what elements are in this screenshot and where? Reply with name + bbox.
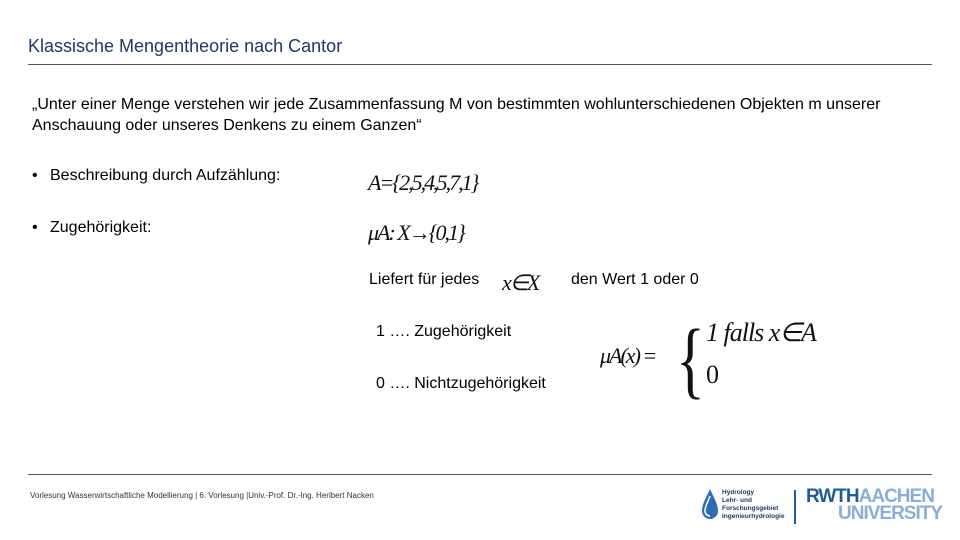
bullet-enumeration (32, 167, 280, 185)
bullet-label: Zugehörigkeit: (50, 219, 152, 236)
piecewise-top-case: 1 falls x∈A (706, 318, 816, 347)
bullet-membership (32, 219, 151, 237)
footer-divider (28, 474, 932, 475)
liefert-prefix: Liefert für jedes (369, 271, 480, 288)
water-drop-icon (700, 488, 720, 524)
slide-title: Klassische Mengentheorie nach Cantor (28, 36, 343, 56)
piecewise-lhs: μA(x) = (600, 343, 656, 368)
element-of-formula: x∈X (502, 270, 539, 295)
curly-brace-icon: { (676, 311, 705, 407)
footer-text: Vorlesung Wasserwirtschaftliche Modellierung | 6. Vorlesung |Univ.-Prof. Dr.-Ing. Heribert Nacken (30, 491, 374, 500)
title-divider (28, 64, 932, 65)
hydrology-logo-text: Hydrology Lehr- und Forschungsgebiet Ingenieurhydrologie (722, 489, 785, 520)
case-membership: 1 …. Zugehörigkeit (376, 323, 512, 340)
bullet-marker: • (32, 219, 38, 236)
rwth-aachen-logo: RWTHAACHEN UNIVERSITY (806, 486, 943, 524)
cantor-quote: „Unter einer Menge verstehen wir jede Zusammenfassung M von bestimmten wohlunterschiedenen Objekten m unserer Anschauung oder unseres Denkens zu einem Ganzen“ (32, 96, 881, 134)
bullet-marker: • (32, 167, 38, 184)
piecewise-bottom-case: 0 (706, 360, 719, 389)
set-enumeration-formula: A={2,5,4,5,7,1} (368, 170, 478, 195)
liefert-suffix: den Wert 1 oder 0 (571, 271, 699, 288)
membership-function-formula: μA: X→{0,1} (368, 220, 464, 245)
hydrology-logo (700, 488, 796, 526)
case-non-membership: 0 …. Nichtzugehörigkeit (376, 375, 546, 392)
bullet-label: Beschreibung durch Aufzählung: (50, 167, 281, 184)
logo-separator (794, 490, 796, 524)
